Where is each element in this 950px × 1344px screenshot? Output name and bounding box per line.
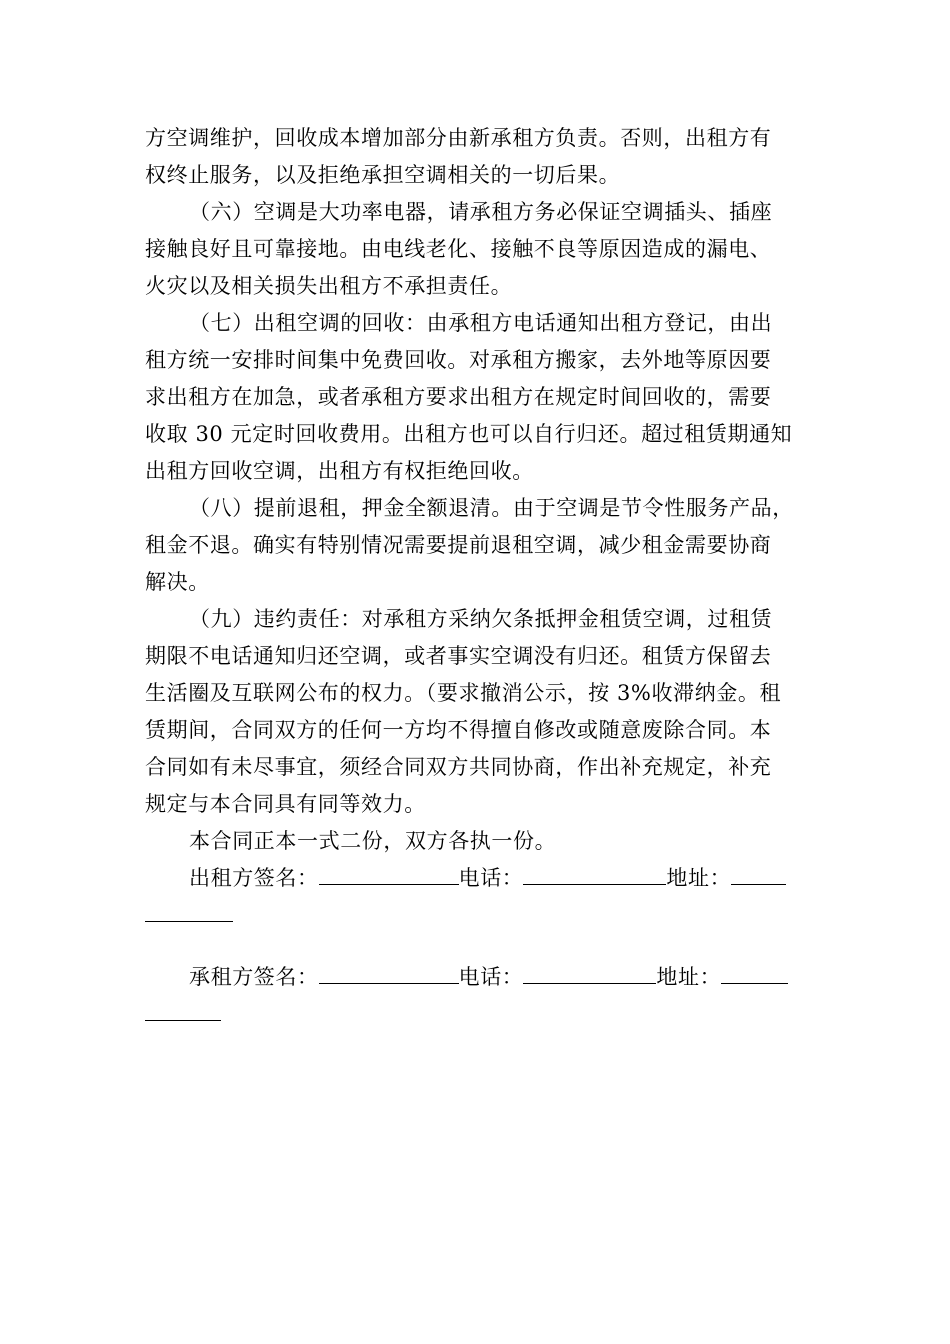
- text-line: 期限不电话通知归还空调，或者事实空调没有归还。租赁方保留去: [145, 644, 772, 668]
- lessor-address-label: 地址：: [666, 866, 732, 890]
- spacer: [145, 934, 820, 959]
- lessor-phone-label: 电话：: [458, 866, 524, 890]
- text-line: 求出租方在加急，或者承租方要求出租方在规定时间回收的，需要: [145, 385, 772, 409]
- lessee-address-label: 地址：: [656, 965, 722, 989]
- lessor-signature-row: [145, 860, 820, 897]
- text-line: 收取 30 元定时回收费用。出租方也可以自行归还。超过租赁期通知: [145, 422, 793, 446]
- text-line: 解决。: [145, 570, 210, 594]
- lessor-address-blank: [731, 862, 786, 885]
- text-line: （八）提前退租，押金全额退清。由于空调是节令性服务产品，: [189, 496, 794, 520]
- lessee-phone-blank: [523, 961, 656, 984]
- text-line: 租金不退。确实有特别情况需要提前退租空调，减少租金需要协商: [145, 533, 772, 557]
- lessee-sign-blank: [319, 961, 459, 984]
- contract-body: [145, 120, 820, 860]
- text-line: （七）出租空调的回收：由承租方电话通知出租方登记，由出: [189, 311, 773, 335]
- text-line: 权终止服务，以及拒绝承担空调相关的一切后果。: [145, 163, 621, 187]
- text-line: 赁期间，合同双方的任何一方均不得擅自修改或随意废除合同。本: [145, 718, 772, 742]
- lessee-sign-label: 承租方签名：: [189, 965, 319, 989]
- lessee-address-blank-cont: [145, 998, 221, 1021]
- text-line: （九）违约责任：对承租方采纳欠条抵押金租赁空调，过租赁: [189, 607, 773, 631]
- lessor-sign-blank: [319, 862, 459, 885]
- text-line: 方空调维护，回收成本增加部分由新承租方负责。否则，出租方有: [145, 126, 772, 150]
- lessor-address-continuation: [145, 897, 820, 934]
- text-line: 规定与本合同具有同等效力。: [145, 792, 426, 816]
- text-line: 接触良好且可靠接地。由电线老化、接触不良等原因造成的漏电、: [145, 237, 772, 261]
- lessee-address-blank: [721, 961, 788, 984]
- text-line: 本合同正本一式二份，双方各执一份。: [189, 829, 557, 853]
- text-line: （六）空调是大功率电器，请承租方务必保证空调插头、插座: [189, 200, 773, 224]
- text-line: 合同如有未尽事宜，须经合同双方共同协商，作出补充规定，补充: [145, 755, 772, 779]
- text-line: 生活圈及互联网公布的权力。（要求撤消公示，按 3%收滞纳金。租: [145, 681, 782, 705]
- text-line: 火灾以及相关损失出租方不承担责任。: [145, 274, 513, 298]
- text-line: 出租方回收空调，出租方有权拒绝回收。: [145, 459, 534, 483]
- lessee-signature-row: [145, 959, 820, 996]
- lessee-address-continuation: [145, 996, 820, 1033]
- lessor-phone-blank: [523, 862, 666, 885]
- lessee-phone-label: 电话：: [458, 965, 524, 989]
- lessor-sign-label: 出租方签名：: [189, 866, 319, 890]
- lessor-address-blank-cont: [145, 899, 233, 922]
- text-line: 租方统一安排时间集中免费回收。对承租方搬家，去外地等原因要: [145, 348, 772, 372]
- document-page: [145, 120, 820, 1033]
